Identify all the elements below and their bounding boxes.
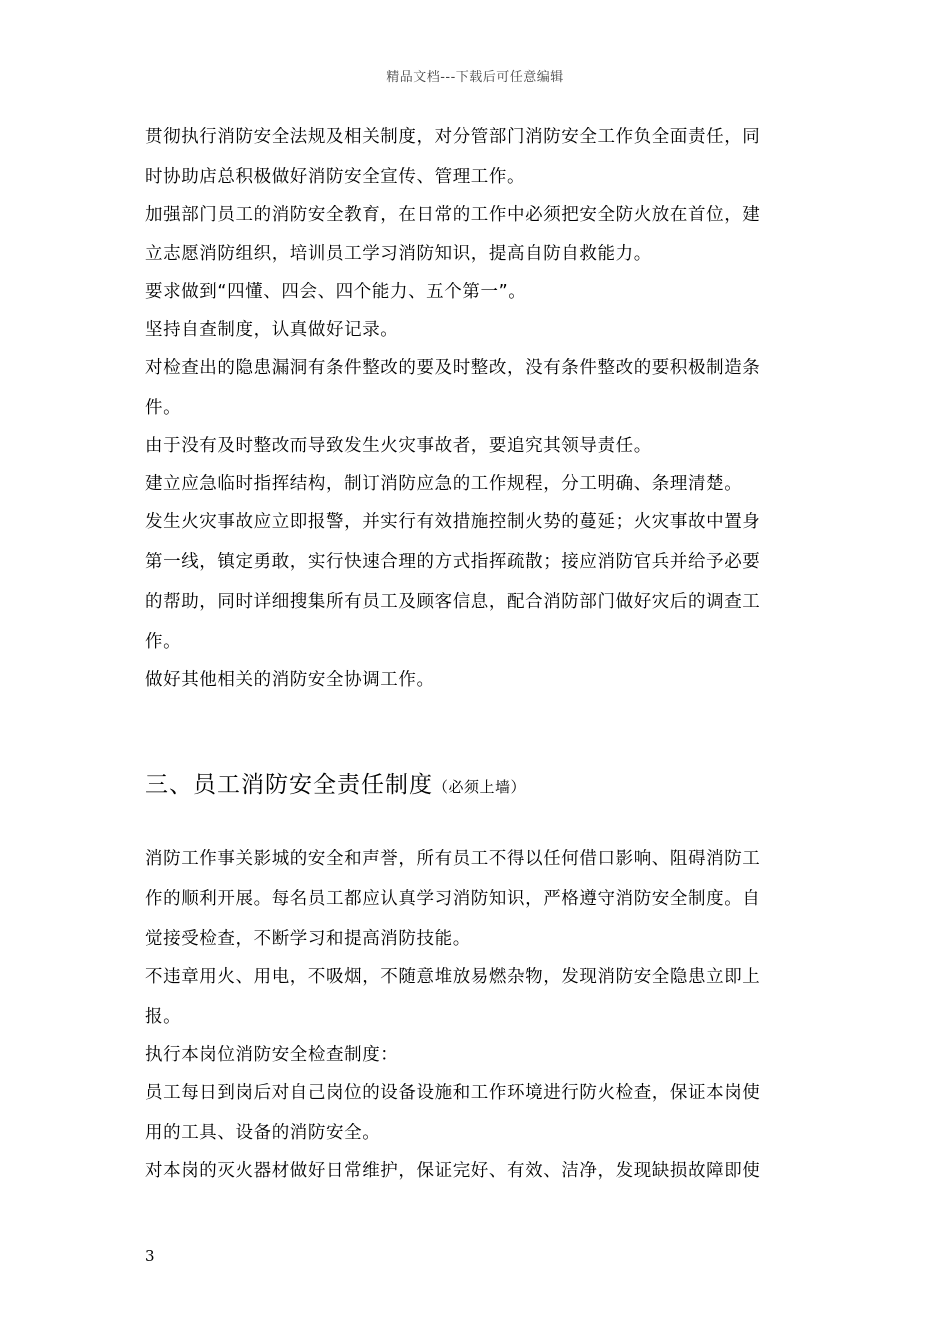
paragraph bbox=[145, 850, 810, 949]
text-line: 对本岗的灭火器材做好日常维护，保证完好、有效、洁净，发现缺损故障即使 bbox=[145, 1161, 761, 1181]
text-line: 时协助店总积极做好消防安全宣传、管理工作。 bbox=[145, 167, 526, 187]
text-line: 坚持自查制度，认真做好记录。 bbox=[145, 320, 399, 340]
section-heading bbox=[145, 766, 526, 799]
text-line: 觉接受检查，不断学习和提高消防技能。 bbox=[145, 929, 471, 949]
section-title: 三、员工消防安全责任制度 bbox=[145, 772, 433, 798]
text-line: 贯彻执行消防安全法规及相关制度，对分管部门消防安全工作负全面责任，同 bbox=[145, 127, 761, 147]
paragraph bbox=[145, 283, 810, 302]
section-note: （必须上墙） bbox=[433, 778, 527, 796]
page-number: 3 bbox=[145, 1247, 155, 1265]
text-line: 第一线，镇定勇敢，实行快速合理的方式指挥疏散；接应消防官兵并给予必要 bbox=[145, 552, 761, 572]
paragraph bbox=[145, 437, 810, 456]
text-line: 报。 bbox=[145, 1007, 182, 1027]
text-line: 由于没有及时整改而导致发生火灾事故者，要追究其领导责任。 bbox=[145, 436, 652, 456]
text-line: 对检查出的隐患漏洞有条件整改的要及时整改，没有条件整改的要积极制造条 bbox=[145, 358, 761, 378]
paragraph bbox=[145, 968, 810, 1027]
text-line: 作。 bbox=[145, 632, 182, 652]
text-line: 做好其他相关的消防安全协调工作。 bbox=[145, 670, 435, 690]
page-header: 精品文档---下载后可任意编辑 bbox=[386, 70, 564, 85]
text-line: 消防工作事关影城的安全和声誉，所有员工不得以任何借口影响、阻碍消防工 bbox=[145, 849, 761, 869]
text-line: 作的顺利开展。每名员工都应认真学习消防知识，严格遵守消防安全制度。自 bbox=[145, 889, 761, 909]
text-line: 建立应急临时指挥结构，制订消防应急的工作规程，分工明确、条理清楚。 bbox=[145, 474, 743, 494]
paragraph bbox=[145, 1046, 810, 1065]
paragraph bbox=[145, 513, 810, 652]
text-line: 件。 bbox=[145, 398, 182, 418]
text-line: 员工每日到岗后对自己岗位的设备设施和工作环境进行防火检查，保证本岗使 bbox=[145, 1083, 761, 1103]
text-line: 不违章用火、用电，不吸烟，不随意堆放易燃杂物，发现消防安全隐患立即上 bbox=[145, 967, 761, 987]
paragraph bbox=[145, 359, 810, 418]
text-line: 的帮助，同时详细搜集所有员工及顾客信息，配合消防部门做好灾后的调查工 bbox=[145, 592, 761, 612]
paragraph bbox=[145, 206, 810, 264]
text-line: 立志愿消防组织，培训员工学习消防知识，提高自防自救能力。 bbox=[145, 244, 652, 264]
paragraph bbox=[145, 1162, 810, 1181]
paragraph bbox=[145, 671, 810, 690]
text-line: 发生火灾事故应立即报警，并实行有效措施控制火势的蔓延；火灾事故中置身 bbox=[145, 512, 761, 532]
text-line: 加强部门员工的消防安全教育，在日常的工作中必须把安全防火放在首位，建 bbox=[145, 205, 761, 225]
paragraph bbox=[145, 321, 810, 340]
paragraph bbox=[145, 128, 810, 187]
text-line: 执行本岗位消防安全检查制度： bbox=[145, 1045, 399, 1065]
body-text-bottom bbox=[145, 842, 810, 1181]
paragraph bbox=[145, 1084, 810, 1143]
paragraph bbox=[145, 475, 810, 494]
text-line: 要求做到“四懂、四会、四个能力、五个第一”。 bbox=[145, 282, 527, 302]
text-line: 用的工具、设备的消防安全。 bbox=[145, 1123, 381, 1143]
body-text-top bbox=[145, 120, 810, 690]
